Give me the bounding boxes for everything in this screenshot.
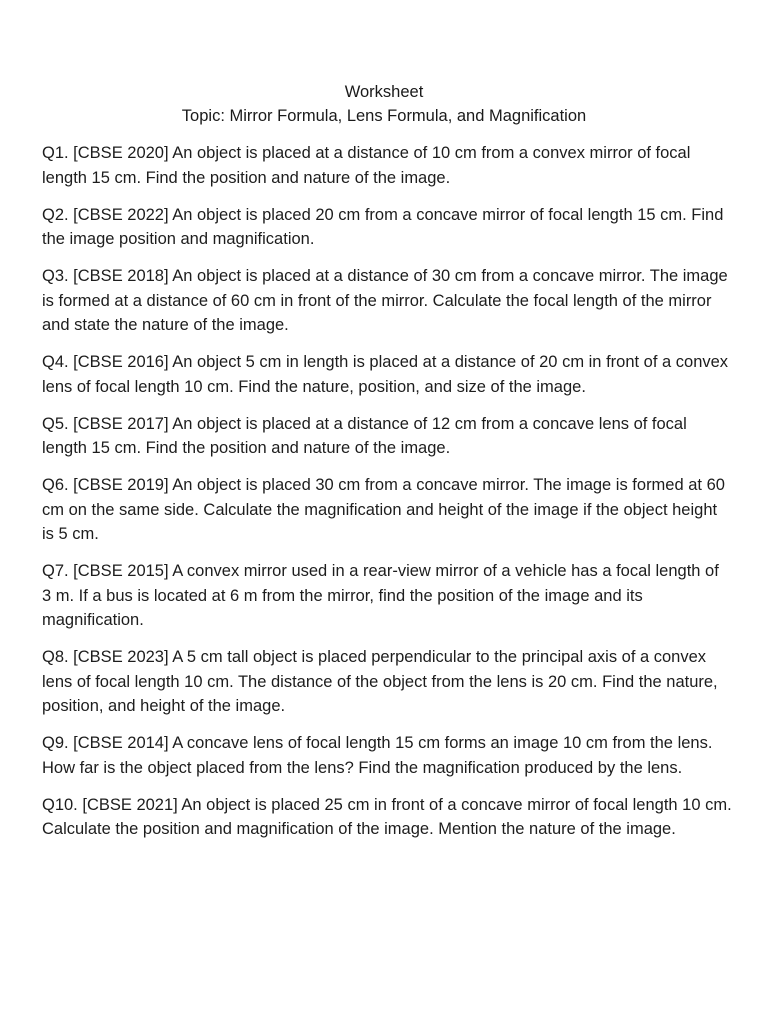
- question-1: Q1. [CBSE 2020] An object is placed at a distance of 10 cm from a convex mirror of focal length 15 cm. Find the position and nature of the image.: [42, 144, 691, 187]
- question-9: Q9. [CBSE 2014] A concave lens of focal length 15 cm forms an image 10 cm from the lens. How far is the object placed from the lens? Find the magnification produced by the lens.: [42, 734, 713, 777]
- question-list: [42, 141, 732, 854]
- question-8: Q8. [CBSE 2023] A 5 cm tall object is placed perpendicular to the principal axis of a convex lens of focal length 10 cm. The distance of the object from the lens is 20 cm. Find the nature, position, and height of the image.: [42, 648, 718, 715]
- question-2: Q2. [CBSE 2022] An object is placed 20 cm from a concave mirror of focal length 15 cm. Find the image position and magnification.: [42, 205, 724, 248]
- question-5: Q5. [CBSE 2017] An object is placed at a distance of 12 cm from a concave lens of focal length 15 cm. Find the position and nature of the image.: [42, 414, 687, 457]
- question-7: Q7. [CBSE 2015] A convex mirror used in a rear-view mirror of a vehicle has a focal length of 3 m. If a bus is located at 6 m from the mirror, find the position of the image and its magnification.: [42, 562, 719, 629]
- question-6: Q6. [CBSE 2019] An object is placed 30 cm from a concave mirror. The image is formed at 60 cm on the same side. Calculate the magnification and height of the image if the object height is 5 cm.: [42, 476, 725, 543]
- question-4: Q4. [CBSE 2016] An object 5 cm in length is placed at a distance of 20 cm in front of a convex lens of focal length 10 cm. Find the nature, position, and size of the image.: [42, 353, 729, 396]
- question-10: Q10. [CBSE 2021] An object is placed 25 cm in front of a concave mirror of focal length 10 cm. Calculate the position and magnification of the image. Mention the nature of the image.: [42, 795, 732, 838]
- worksheet-title: Worksheet: [344, 83, 424, 101]
- worksheet-topic: Topic: Mirror Formula, Lens Formula, and Magnification: [181, 107, 587, 125]
- question-3: Q3. [CBSE 2018] An object is placed at a distance of 30 cm from a concave mirror. The image is formed at a distance of 60 cm in front of the mirror. Calculate the focal length of the mirror and state the nature of the image.: [42, 267, 728, 334]
